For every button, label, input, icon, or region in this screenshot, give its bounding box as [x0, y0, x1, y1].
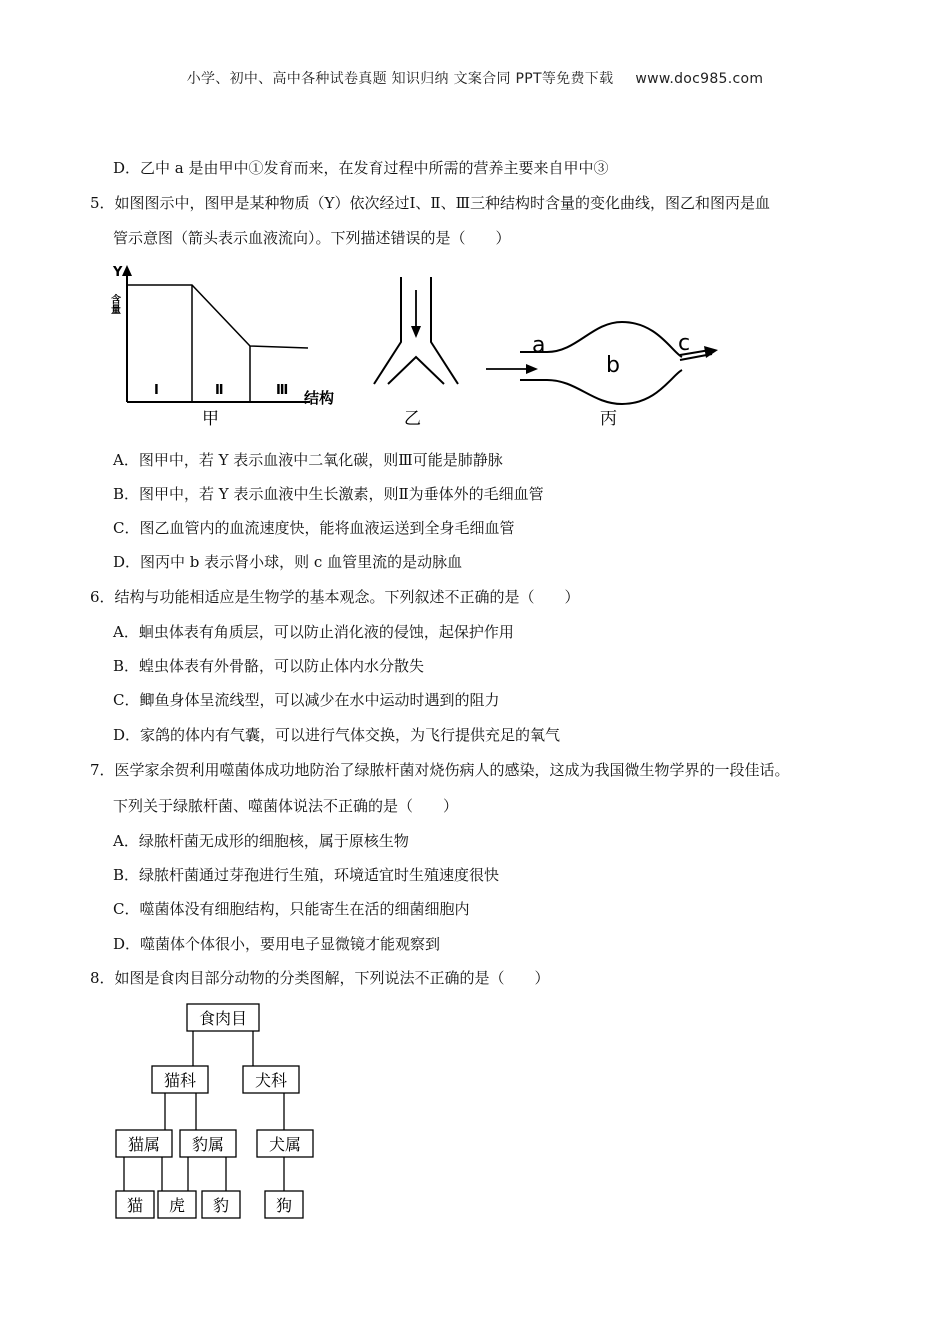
- tree-node-leopard: 豹: [212, 1196, 230, 1215]
- jia-ylabel-content: 含量: [108, 294, 120, 314]
- q5-figure-yi: [368, 272, 468, 432]
- tree-node-genus-felis: 猫属: [127, 1135, 161, 1154]
- q7-option-c: C．噬菌体没有细胞结构，只能寄生在活的细菌细胞内: [113, 900, 470, 918]
- bing-label-a: a: [532, 333, 546, 358]
- header-site-link[interactable]: www.doc985.com: [635, 71, 764, 87]
- bing-label-c: c: [678, 331, 691, 356]
- q5-stem-line1: 5．如图图示中，图甲是某种物质（Y）依次经过Ⅰ、Ⅱ、Ⅲ三种结构时含量的变化曲线，图乙和图丙是血: [90, 194, 771, 212]
- tree-node-cat: 猫: [126, 1196, 144, 1215]
- q6-option-b: B．蝗虫体表有外骨骼，可以防止体内水分散失: [113, 657, 425, 675]
- q5-option-a: A．图甲中，若 Y 表示血液中二氧化碳，则Ⅲ可能是肺静脉: [113, 451, 503, 469]
- jia-xlabel: 结构: [304, 389, 335, 407]
- q6-option-a: A．蛔虫体表有角质层，可以防止消化液的侵蚀，起保护作用: [113, 623, 514, 641]
- tree-node-genus-panthera: 豹属: [191, 1135, 225, 1154]
- q5-option-c: C．图乙血管内的血流速度快，能将血液运送到全身毛细血管: [113, 519, 515, 537]
- q6-option-d: D．家鸽的体内有气囊，可以进行气体交换，为飞行提供充足的氧气: [113, 726, 561, 744]
- q8-classification-tree: [100, 998, 340, 1228]
- tree-node-tiger: 虎: [168, 1196, 186, 1215]
- tree-node-family-dog: 犬科: [254, 1071, 288, 1090]
- jia-tick-2: Ⅱ: [215, 383, 224, 398]
- jia-tick-3: Ⅲ: [276, 383, 289, 398]
- bing-caption: 丙: [600, 409, 617, 429]
- q7-option-b: B．绿脓杆菌通过芽孢进行生殖，环境适宜时生殖速度很快: [113, 866, 500, 884]
- q5-option-d: D．图丙中 b 表示肾小球，则 c 血管里流的是动脉血: [113, 553, 463, 571]
- jia-ylabel-y: Y: [113, 265, 123, 280]
- jia-tick-1: Ⅰ: [154, 383, 159, 398]
- q4-option-d: D．乙中 a 是由甲中①发育而来，在发育过程中所需的营养主要来自甲中③: [113, 159, 609, 177]
- q7-option-a: A．绿脓杆菌无成形的细胞核，属于原核生物: [113, 832, 409, 850]
- q5-stem-line2: 管示意图（箭头表示血液流向）。下列描述错误的是（ ）: [113, 229, 511, 247]
- q5-figure-jia: [110, 262, 350, 432]
- q7-stem-line2: 下列关于绿脓杆菌、噬菌体说法不正确的是（ ）: [113, 797, 459, 815]
- tree-node-family-cat: 猫科: [163, 1071, 197, 1090]
- tree-node-dog: 狗: [275, 1196, 293, 1215]
- jia-caption: 甲: [202, 409, 219, 429]
- tree-node-order: 食肉目: [198, 1009, 248, 1028]
- q6-stem: 6．结构与功能相适应是生物学的基本观念。下列叙述不正确的是（ ）: [90, 588, 580, 606]
- header-text: 小学、初中、高中各种试卷真题 知识归纳 文案合同 PPT等免费下载: [186, 71, 614, 87]
- q8-stem: 8．如图是食肉目部分动物的分类图解，下列说法不正确的是（ ）: [90, 969, 550, 987]
- yi-caption: 乙: [404, 409, 421, 429]
- q7-option-d: D．噬菌体个体很小，要用电子显微镜才能观察到: [113, 935, 441, 953]
- q7-stem-line1: 7．医学家余贺利用噬菌体成功地防治了绿脓杆菌对烧伤病人的感染，这成为我国微生物学界的一段佳话。: [90, 761, 790, 779]
- q6-option-c: C．鲫鱼身体呈流线型，可以减少在水中运动时遇到的阻力: [113, 691, 500, 709]
- q5-figure-bing: [482, 312, 732, 432]
- bing-label-b: b: [606, 353, 620, 378]
- q5-option-b: B．图甲中，若 Y 表示血液中生长激素，则Ⅱ为垂体外的毛细血管: [113, 485, 544, 503]
- tree-node-genus-canis: 犬属: [268, 1135, 302, 1154]
- page-header: [0, 68, 950, 88]
